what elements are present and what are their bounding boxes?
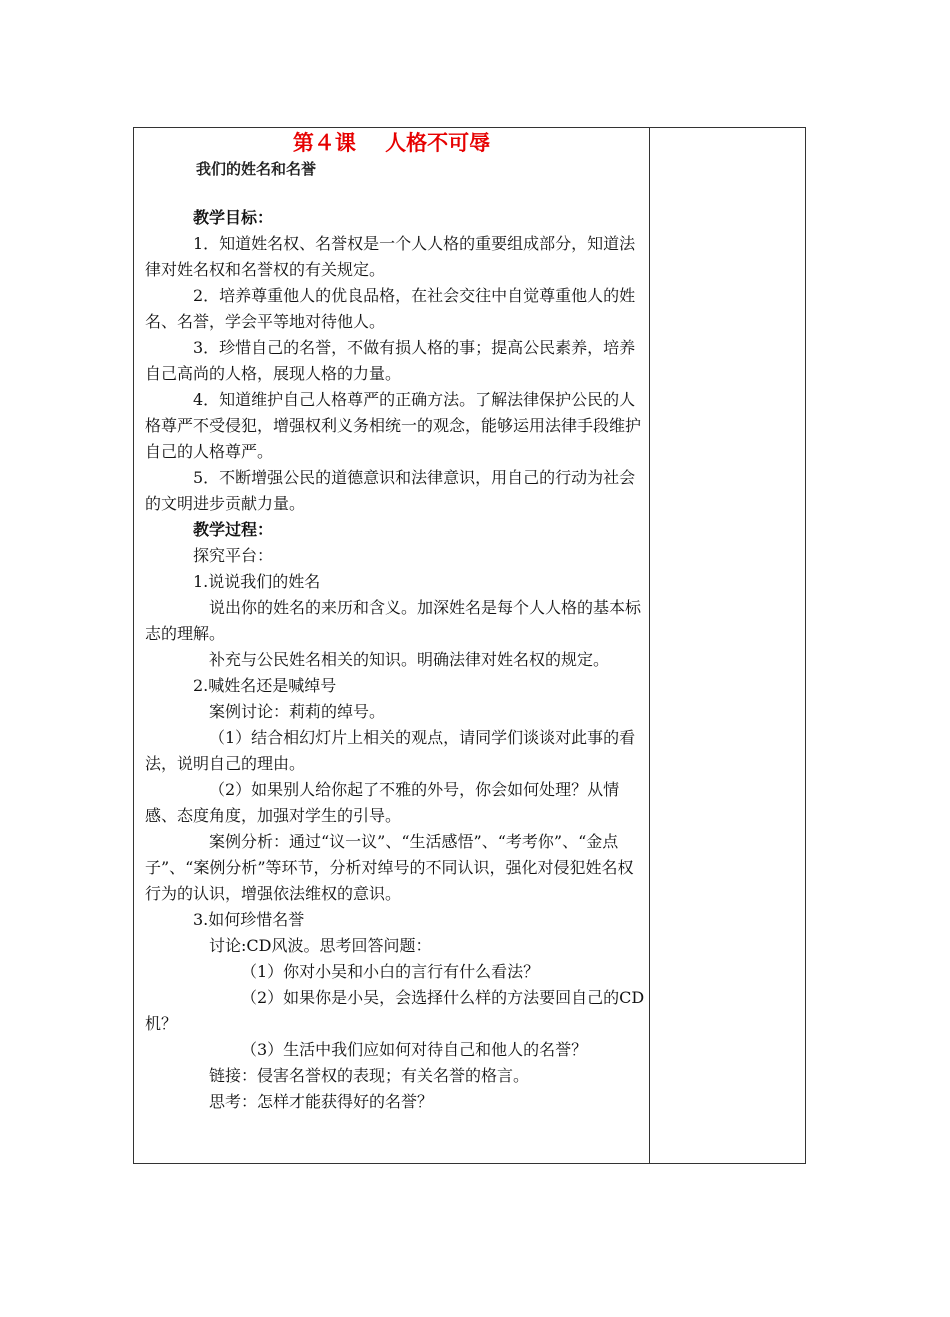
think-note: 思考：怎样才能获得好的名誉？ <box>209 1092 434 1111</box>
notes-cell <box>650 128 805 1163</box>
platform-label: 探究平台： <box>193 546 274 565</box>
objective-item: 5．不断增强公民的道德意识和法律意识，用自己的行动为社会的文明进步贡献力量。 <box>145 468 636 513</box>
discussion-question: （2）如果你是小吴，会选择什么样的方法要回自己的CD机？ <box>145 988 645 1033</box>
section-title: 2.喊姓名还是喊绰号 <box>193 676 337 695</box>
section-title: 3.如何珍惜名誉 <box>193 910 305 929</box>
link-note: 链接：侵害名誉权的表现；有关名誉的格言。 <box>209 1066 530 1085</box>
section-title: 1.说说我们的姓名 <box>193 572 321 591</box>
main-content-cell <box>134 128 649 1163</box>
objective-item: 2．培养尊重他人的优良品格，在社会交往中自觉尊重他人的姓名、名誉，学会平等地对待他人。 <box>145 286 636 331</box>
section-paragraph: 说出你的姓名的来历和含义。加深姓名是每个人人格的基本标志的理解。 <box>145 598 642 643</box>
discussion-question: （1）你对小吴和小白的言行有什么看法？ <box>241 962 540 981</box>
lesson-body <box>145 205 645 1115</box>
discussion-question: （1）结合相幻灯片上相关的观点，请同学们谈谈对此事的看法，说明自己的理由。 <box>145 728 636 773</box>
discussion-question: （3）生活中我们应如何对待自己和他人的名誉？ <box>241 1040 588 1059</box>
objective-item: 1．知道姓名权、名誉权是一个人人格的重要组成部分，知道法律对姓名权和名誉权的有关规定。 <box>145 234 636 279</box>
objective-item: 4．知道维护自己人格尊严的正确方法。了解法律保护公民的人格尊严不受侵犯，增强权利义务相统一的观念，能够运用法律手段维护自己的人格尊严。 <box>145 390 642 461</box>
section-paragraph: 讨论:CD风波。思考回答问题： <box>209 936 432 955</box>
section-paragraph: 案例讨论：莉莉的绰号。 <box>209 702 386 721</box>
discussion-question: （2）如果别人给你起了不雅的外号，你会如何处理？从情感、态度角度，加强对学生的引导。 <box>145 780 620 825</box>
objective-item: 3．珍惜自己的名誉，不做有损人格的事；提高公民素养，培养自己高尚的人格，展现人格的力量。 <box>145 338 636 383</box>
section-paragraph: 补充与公民姓名相关的知识。明确法律对姓名权的规定。 <box>209 650 610 669</box>
lesson-plan-table <box>133 127 806 1164</box>
lesson-title: 第４课 人格不可辱 <box>292 131 491 155</box>
objectives-heading: 教学目标： <box>193 208 274 227</box>
process-heading: 教学过程： <box>193 520 274 539</box>
section-paragraph: 案例分析：通过“议一议”、“生活感悟”、“考考你”、“金点子”、“案例分析”等环节，分析对绰号的不同认识，强化对侵犯姓名权行为的认识，增强依法维权的意识。 <box>145 832 634 903</box>
lesson-subtitle: 我们的姓名和名誉 <box>196 160 317 178</box>
